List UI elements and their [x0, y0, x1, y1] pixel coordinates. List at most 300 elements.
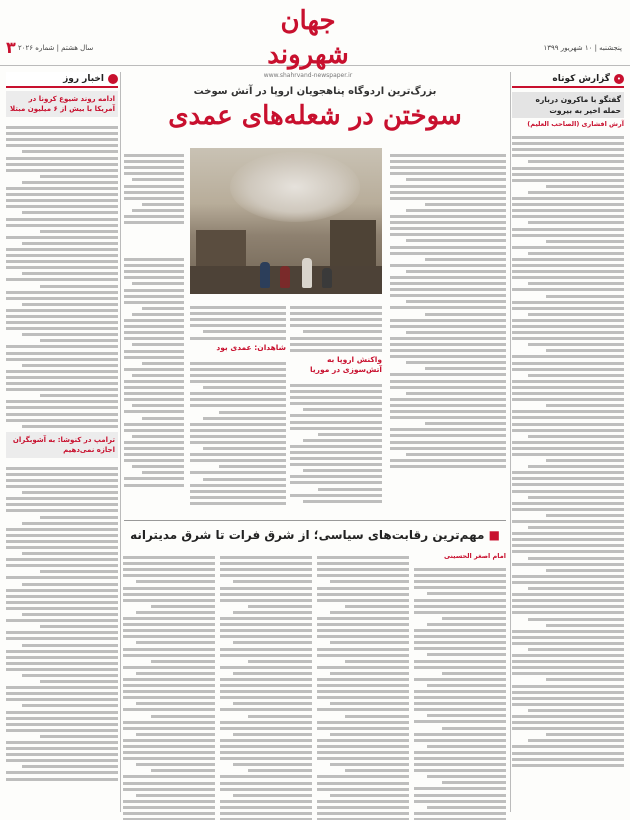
text-line [220, 812, 312, 815]
text-line [6, 169, 118, 172]
text-line [6, 778, 118, 781]
text-line [390, 441, 506, 444]
text-line [6, 345, 118, 348]
text-line [317, 690, 409, 693]
text-line [6, 473, 118, 476]
text-line [330, 611, 409, 614]
text-line [123, 678, 215, 681]
text-line [190, 324, 286, 327]
text-line [22, 272, 118, 275]
text-line [512, 483, 624, 486]
text-line [512, 325, 624, 328]
text-line [512, 764, 624, 767]
right-column [512, 72, 624, 812]
text-line [512, 563, 624, 566]
text-line [190, 490, 286, 493]
text-line [190, 484, 286, 487]
text-line [220, 654, 312, 657]
text-line [124, 477, 184, 480]
text-line [317, 574, 409, 577]
news-body-1 [6, 120, 118, 428]
text-line [512, 154, 624, 157]
text-line [123, 751, 215, 754]
text-line [123, 556, 215, 559]
text-line [123, 727, 215, 730]
text-line [317, 800, 409, 803]
news-box-1 [6, 91, 118, 117]
text-line [303, 469, 382, 472]
text-line [190, 318, 286, 321]
text-line [390, 221, 506, 224]
text-line [151, 715, 215, 718]
text-line [6, 309, 118, 312]
text-line [136, 794, 215, 797]
text-line [317, 617, 409, 620]
text-line [528, 496, 624, 499]
text-line [390, 246, 506, 249]
text-line [233, 672, 312, 675]
text-line [6, 467, 118, 470]
tent [196, 230, 246, 270]
text-line [390, 306, 506, 309]
text-line [6, 382, 118, 385]
tent [330, 220, 376, 270]
text-line [390, 276, 506, 279]
short-report-header [512, 72, 624, 88]
text-line [136, 702, 215, 705]
text-line [390, 428, 506, 431]
text-line [6, 199, 118, 202]
text-line [442, 672, 506, 675]
text-line [414, 599, 506, 602]
text-line [123, 635, 215, 638]
text-line [6, 224, 118, 227]
text-line [220, 648, 312, 651]
text-line [512, 197, 624, 200]
text-line [512, 715, 624, 718]
text-line [6, 236, 118, 239]
text-line [512, 136, 624, 139]
text-line [123, 745, 215, 748]
text-line [233, 733, 312, 736]
text-line [414, 574, 506, 577]
text-line [512, 234, 624, 237]
text-line [22, 150, 118, 153]
text-line [303, 439, 382, 442]
text-line [6, 187, 118, 190]
text-line [414, 739, 506, 742]
text-line [512, 288, 624, 291]
text-line [512, 423, 624, 426]
text-line [546, 295, 624, 298]
text-line [427, 806, 506, 809]
text-line [425, 422, 506, 425]
text-line [6, 400, 118, 403]
text-line [190, 471, 286, 474]
text-line [248, 660, 312, 663]
text-line [6, 132, 118, 135]
text-line [290, 318, 382, 321]
text-line [390, 252, 506, 255]
text-line [345, 715, 409, 718]
text-line [22, 242, 118, 245]
text-line [220, 593, 312, 596]
text-line [6, 218, 118, 221]
text-line [233, 641, 312, 644]
text-line [132, 435, 184, 438]
text-line [512, 307, 624, 310]
text-line [220, 806, 312, 809]
text-line [317, 556, 409, 559]
text-line [390, 373, 506, 376]
text-line [6, 157, 118, 160]
main-content [124, 72, 506, 812]
text-line [123, 696, 215, 699]
text-line [136, 580, 215, 583]
text-line [290, 463, 382, 466]
text-line [203, 447, 286, 450]
text-line [190, 312, 286, 315]
text-line [345, 660, 409, 663]
text-line [123, 599, 215, 602]
text-line [22, 364, 118, 367]
text-line [330, 702, 409, 705]
text-line [220, 629, 312, 632]
text-line [142, 362, 184, 365]
text-line [6, 376, 118, 379]
text-line [6, 637, 118, 640]
text-line [317, 788, 409, 791]
text-line [220, 751, 312, 754]
text-line [123, 629, 215, 632]
text-line [6, 607, 118, 610]
issue-date: پنجشنبه | ۱۰ شهریور ۱۳۹۹ [543, 44, 622, 52]
text-line [6, 497, 118, 500]
text-line [220, 782, 312, 785]
text-line [414, 733, 506, 736]
text-line [414, 678, 506, 681]
text-line [124, 166, 184, 169]
text-line [427, 775, 506, 778]
text-line [124, 221, 184, 224]
subhead-2: واکنش اروپا به آتش‌سوزی در موریا [310, 354, 382, 374]
text-line [290, 337, 382, 340]
text-line [512, 228, 624, 231]
text-line [6, 650, 118, 653]
text-line [330, 580, 409, 583]
text-line [414, 605, 506, 608]
text-line [512, 337, 624, 340]
text-line [40, 735, 118, 738]
text-line [528, 160, 624, 163]
text-line [512, 319, 624, 322]
text-line [330, 763, 409, 766]
text-line [546, 349, 624, 352]
text-line [6, 741, 118, 744]
text-line [512, 611, 624, 614]
text-line [220, 690, 312, 693]
text-line [123, 666, 215, 669]
text-line [6, 297, 118, 300]
text-line [528, 739, 624, 742]
text-line [303, 408, 382, 411]
text-line [6, 576, 118, 579]
text-line [414, 769, 506, 772]
text-line [142, 307, 184, 310]
text-line [6, 589, 118, 592]
text-line [425, 258, 506, 261]
text-line [406, 239, 506, 242]
text-line [22, 491, 118, 494]
text-line [546, 569, 624, 572]
short-report-story-title: گفتگو با ماکرون درباره حمله اخیر به بیروت [512, 92, 624, 118]
second-column-1 [414, 550, 506, 820]
text-line [414, 812, 506, 815]
main-photo [190, 148, 382, 294]
text-line [528, 709, 624, 712]
text-line [6, 291, 118, 294]
text-line [132, 209, 184, 212]
text-line [124, 459, 184, 462]
text-line [317, 678, 409, 681]
text-line [528, 252, 624, 255]
text-line [390, 465, 506, 468]
text-line [317, 806, 409, 809]
text-line [512, 167, 624, 170]
text-line [317, 739, 409, 742]
text-line [220, 684, 312, 687]
text-line [123, 574, 215, 577]
text-line [317, 629, 409, 632]
text-line [290, 451, 382, 454]
text-line [124, 368, 184, 371]
text-line [512, 246, 624, 249]
text-line [220, 587, 312, 590]
person [302, 258, 312, 288]
text-line [512, 672, 624, 675]
text-line [136, 763, 215, 766]
text-line [512, 758, 624, 761]
text-line [528, 435, 624, 438]
main-kicker: بزرگ‌ترین اردوگاه پناهجویان اروپا در آتش سوخت [193, 86, 437, 97]
text-line [124, 410, 184, 413]
text-line [290, 402, 382, 405]
text-line [317, 593, 409, 596]
text-line [124, 441, 184, 444]
text-line [390, 185, 506, 188]
text-line [190, 453, 286, 456]
text-line [390, 319, 506, 322]
text-line [123, 562, 215, 565]
text-line [220, 800, 312, 803]
text-line [318, 488, 382, 491]
text-line [317, 684, 409, 687]
text-line [40, 339, 118, 342]
text-line [512, 703, 624, 706]
text-line [190, 306, 286, 309]
text-line [6, 729, 118, 732]
text-line [330, 641, 409, 644]
text-line [124, 197, 184, 200]
text-line [406, 270, 506, 273]
text-line [290, 414, 382, 417]
text-line [124, 191, 184, 194]
text-line [512, 179, 624, 182]
text-line [414, 763, 506, 766]
text-line [124, 270, 184, 273]
text-line [40, 230, 118, 233]
text-line [427, 714, 506, 717]
text-line [414, 720, 506, 723]
person [322, 268, 332, 288]
second-headline [124, 528, 506, 542]
text-line [123, 654, 215, 657]
text-line [414, 751, 506, 754]
logo-sub: شهروند [267, 40, 349, 70]
text-line [220, 757, 312, 760]
person [260, 262, 270, 288]
text-line [124, 289, 184, 292]
text-line [512, 520, 624, 523]
text-line [124, 172, 184, 175]
text-line [6, 413, 118, 416]
text-line [546, 514, 624, 517]
text-line [248, 715, 312, 718]
page-number: ۳ [6, 38, 16, 57]
text-line [546, 404, 624, 407]
text-line [136, 641, 215, 644]
text-line [345, 605, 409, 608]
text-line [142, 203, 184, 206]
text-line [124, 160, 184, 163]
text-line [414, 787, 506, 790]
text-line [512, 550, 624, 553]
text-line [22, 522, 118, 525]
text-line [512, 636, 624, 639]
short-report-byline: آرش افشاری (الصاحب العلیم) [527, 120, 624, 128]
text-line [414, 794, 506, 797]
text-line [124, 319, 184, 322]
text-line [512, 173, 624, 176]
text-line [124, 258, 184, 261]
text-line [290, 306, 382, 309]
text-line [512, 429, 624, 432]
text-line [528, 618, 624, 621]
text-line [442, 617, 506, 620]
text-line [406, 209, 506, 212]
text-line [442, 781, 506, 784]
text-line [220, 727, 312, 730]
masthead-logo [248, 4, 368, 79]
text-line [528, 648, 624, 651]
text-line [6, 692, 118, 695]
text-line [512, 416, 624, 419]
text-line [414, 647, 506, 650]
text-line [512, 721, 624, 724]
text-line [233, 794, 312, 797]
text-line [406, 453, 506, 456]
text-line [512, 605, 624, 608]
text-line [132, 374, 184, 377]
text-line [6, 723, 118, 726]
text-line [512, 264, 624, 267]
person [280, 266, 290, 288]
text-line [123, 806, 215, 809]
text-line [190, 441, 286, 444]
text-line [6, 564, 118, 567]
text-line [6, 509, 118, 512]
photo-caption [124, 148, 184, 227]
text-line [414, 611, 506, 614]
text-line [528, 282, 624, 285]
text-line [512, 447, 624, 450]
text-line [330, 794, 409, 797]
text-line [151, 769, 215, 772]
text-line [6, 138, 118, 141]
text-line [190, 337, 286, 340]
text-line [390, 343, 506, 346]
text-line [6, 546, 118, 549]
text-line [220, 739, 312, 742]
text-line [124, 301, 184, 304]
text-line [124, 392, 184, 395]
text-line [512, 654, 624, 657]
text-line [390, 386, 506, 389]
text-line [512, 203, 624, 206]
text-line [124, 398, 184, 401]
issue-info: سال هشتم | شماره ۲۰۲۶ [18, 44, 94, 52]
short-report-body [512, 130, 624, 767]
text-line [317, 782, 409, 785]
text-line [6, 771, 118, 774]
text-line [414, 568, 506, 571]
text-line [414, 660, 506, 663]
text-line [22, 211, 118, 214]
text-line [124, 337, 184, 340]
text-line [512, 386, 624, 389]
text-line [528, 191, 624, 194]
text-line [203, 417, 286, 420]
text-line [512, 745, 624, 748]
text-line [318, 433, 382, 436]
text-line [220, 574, 312, 577]
text-line [124, 380, 184, 383]
section-divider [124, 520, 506, 521]
text-line [528, 465, 624, 468]
text-line [512, 209, 624, 212]
text-line [123, 593, 215, 596]
text-line [390, 197, 506, 200]
text-line [528, 313, 624, 316]
text-line [390, 160, 506, 163]
text-line [190, 368, 286, 371]
text-line [123, 568, 215, 571]
main-column-d [124, 252, 184, 490]
text-line [123, 587, 215, 590]
text-line [6, 315, 118, 318]
text-line [124, 185, 184, 188]
text-line [124, 423, 184, 426]
text-line [123, 812, 215, 815]
text-line [124, 276, 184, 279]
text-line [512, 453, 624, 456]
text-line [406, 392, 506, 395]
text-line [6, 759, 118, 762]
text-line [290, 384, 382, 387]
text-line [390, 447, 506, 450]
text-line [6, 352, 118, 355]
text-line [220, 678, 312, 681]
